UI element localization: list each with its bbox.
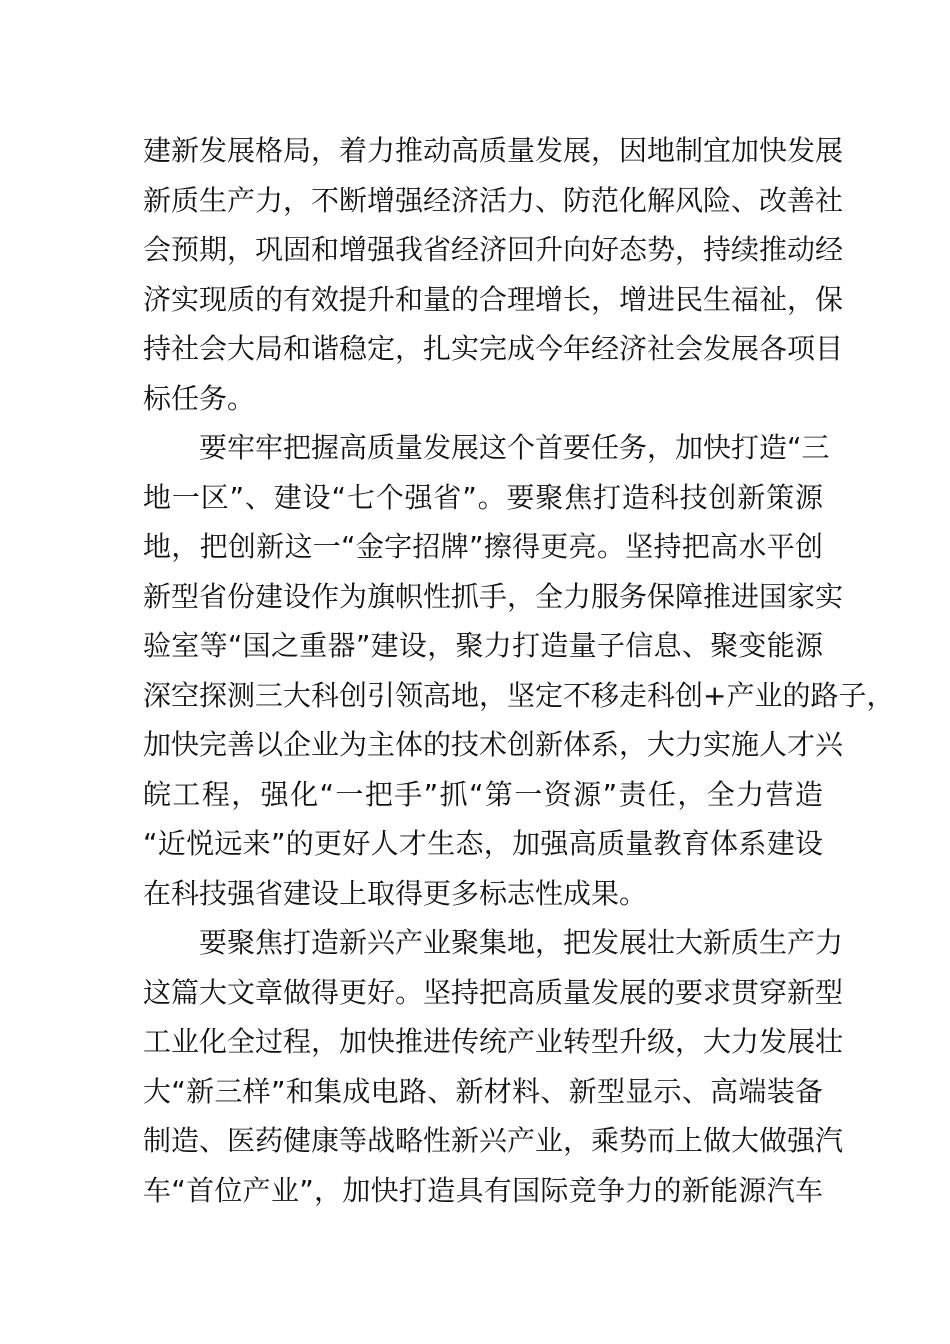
text-line: 持社会大局和谐稳定，扎实完成今年经济社会发展各项目 — [143, 332, 844, 365]
text-line: 地，把创新这一“金字招牌”擦得更亮。坚持把高水平创 — [143, 530, 823, 563]
text-line: 大“新三样”和集成电路、新材料、新型显示、高端装备 — [143, 1074, 823, 1108]
text-line: 深空探测三大科创引领高地，坚定不移走科创+产业的路子， — [143, 678, 895, 712]
paragraph-3 — [143, 918, 844, 1215]
text-line: 皖工程，强化“一把手”抓“第一资源”责任，全力营造 — [143, 777, 823, 811]
text-line: 济实现质的有效提升和量的合理增长，增进民生福祉，保 — [143, 282, 844, 316]
text-line: 标任务。 — [143, 381, 256, 415]
text-line: 要聚焦打造新兴产业聚集地，把发展壮大新质生产力 — [143, 926, 844, 959]
text-line: 要牢牢把握高质量发展这个首要任务，加快打造“三 — [143, 431, 830, 464]
text-line: 加快完善以企业为主体的技术创新体系，大力实施人才兴 — [143, 728, 844, 761]
body-text — [143, 126, 895, 1215]
paragraph-2 — [143, 423, 895, 918]
text-line: 验室等“国之重器”建设，聚力打造量子信息、聚变能源 — [143, 629, 823, 662]
text-line: 会预期，巩固和增强我省经济回升向好态势，持续推动经 — [143, 233, 844, 266]
text-line: 工业化全过程，加快推进传统产业转型升级，大力发展壮 — [143, 1025, 844, 1058]
text-line: 制造、医药健康等战略性新兴产业，乘势而上做大做强汽 — [143, 1124, 844, 1157]
text-line: 新质生产力，不断增强经济活力、防范化解风险、改善社 — [143, 183, 844, 217]
text-line: 在科技强省建设上取得更多标志性成果。 — [143, 876, 648, 910]
text-line: 车“首位产业”，加快打造具有国际竞争力的新能源汽车 — [143, 1173, 823, 1207]
text-line: 这篇大文章做得更好。坚持把高质量发展的要求贯穿新型 — [143, 975, 844, 1009]
paragraph-1 — [143, 126, 844, 423]
text-line: 地一区”、建设“七个强省”。要聚焦打造科技创新策源 — [143, 480, 823, 514]
text-line: “近悦远来”的更好人才生态，加强高质量教育体系建设 — [143, 827, 823, 860]
text-line: 新型省份建设作为旗帜性抓手，全力服务保障推进国家实 — [143, 579, 844, 613]
text-line: 建新发展格局，着力推动高质量发展，因地制宜加快发展 — [143, 134, 844, 167]
